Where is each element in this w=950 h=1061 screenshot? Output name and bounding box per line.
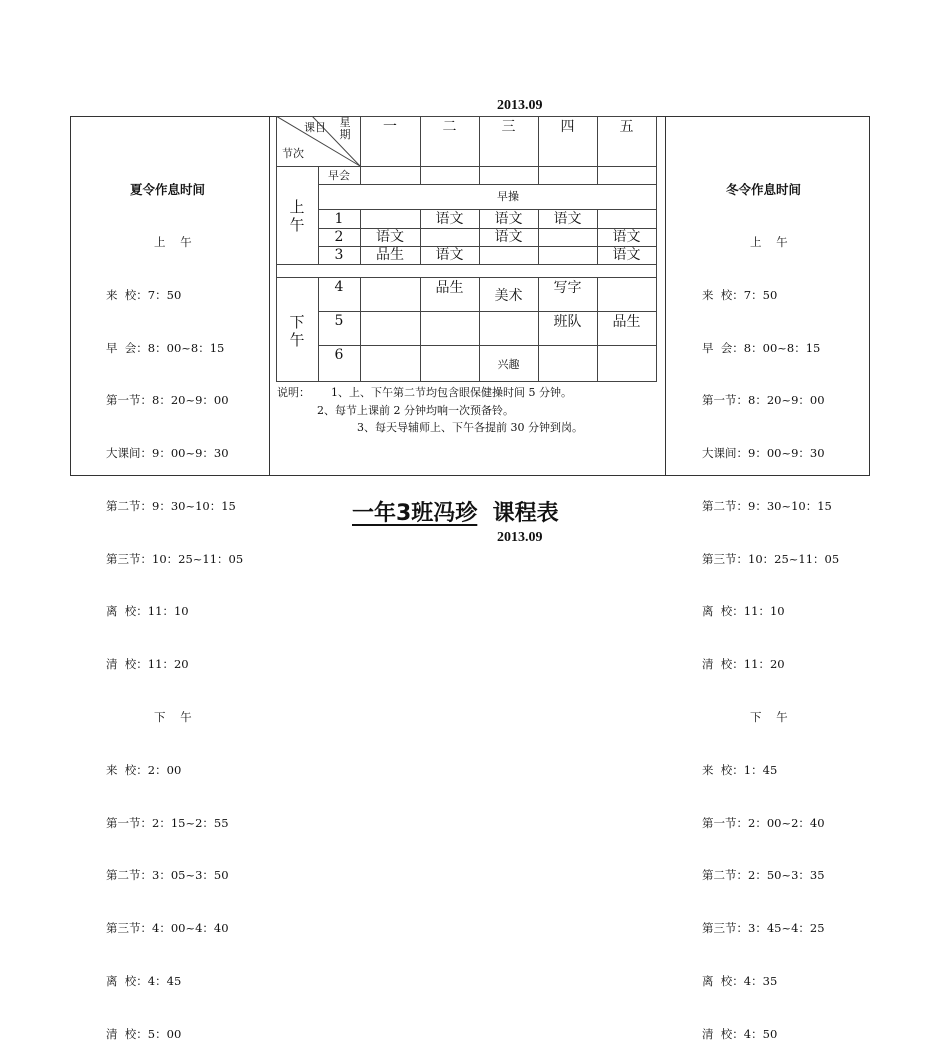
summer-morning-header: 上 午 — [154, 234, 192, 249]
page-title — [352, 496, 559, 527]
summer-line: 清 校：5：00 — [106, 1026, 182, 1041]
winter-line: 离 校：11：10 — [702, 604, 785, 619]
zaocao-label: 早操 — [497, 190, 519, 203]
right-divider — [665, 116, 666, 476]
course-cell: 品生 — [376, 247, 404, 263]
course-cell: 品生 — [612, 314, 641, 330]
course-cell: 写字 — [553, 280, 582, 296]
summer-line: 来 校：7：50 — [106, 287, 182, 302]
bottom-date: 2013.09 — [497, 530, 543, 545]
winter-line: 早 会：8：00~8：15 — [702, 340, 821, 355]
period-number: 4 — [334, 279, 344, 295]
winter-panel — [702, 146, 839, 1061]
winter-morning-header: 上 午 — [750, 234, 788, 249]
winter-line: 大课间：9：00~9：30 — [702, 446, 825, 461]
summer-line: 第二节：9：30~10：15 — [106, 498, 236, 513]
zaohui-label: 早会 — [328, 169, 350, 182]
left-divider — [269, 116, 270, 476]
summer-line: 第一节：8：20~9：00 — [106, 393, 229, 408]
period-number: 2 — [334, 229, 344, 245]
summer-panel — [106, 146, 243, 1061]
day-header: 五 — [619, 119, 634, 135]
day-header: 三 — [501, 119, 516, 135]
course-cell: 语文 — [494, 229, 523, 245]
top-date: 2013.09 — [497, 98, 543, 113]
summer-title: 夏令作息时间 — [130, 182, 206, 198]
summer-line: 来 校：2：00 — [106, 762, 182, 777]
summer-line: 离 校：4：45 — [106, 973, 182, 988]
summer-line: 早 会：8：00~8：15 — [106, 340, 225, 355]
corner-jieci: 节次 — [282, 147, 304, 160]
winter-afternoon-header: 下 午 — [750, 710, 788, 724]
summer-line: 第三节：4：00~4：40 — [106, 921, 229, 936]
winter-line: 清 校：11：20 — [702, 657, 785, 672]
course-cell: 语文 — [612, 229, 641, 245]
winter-line: 来 校：7：50 — [702, 287, 778, 302]
period-number: 5 — [334, 313, 344, 329]
winter-line: 清 校：4：50 — [702, 1026, 778, 1041]
winter-line: 来 校：1：45 — [702, 762, 778, 777]
corner-xingqi: 星期 — [339, 116, 351, 141]
corner-kemu: 课目 — [304, 121, 326, 134]
day-header: 一 — [383, 119, 397, 135]
summer-line: 离 校：11：10 — [106, 604, 189, 619]
winter-title: 冬令作息时间 — [726, 182, 802, 198]
course-cell: 语文 — [435, 247, 464, 263]
summer-afternoon-header: 下 午 — [154, 710, 192, 724]
winter-line: 第三节：10：25~11：05 — [702, 551, 840, 566]
summer-line: 第一节：2：15~2：55 — [106, 815, 229, 830]
summer-line: 清 校：11：20 — [106, 657, 189, 672]
winter-line: 第二节：2：50~3：35 — [702, 868, 825, 883]
day-header: 二 — [442, 119, 457, 135]
day-header: 四 — [560, 119, 575, 135]
morning-label: 上午 — [289, 198, 305, 234]
period-number: 3 — [334, 247, 344, 263]
winter-line: 第一节：8：20~9：00 — [702, 393, 825, 408]
note-line-1: 说明： 1、上、下午第二节均包含眼保健操时间 5 分钟。 — [277, 386, 572, 399]
period-number: 1 — [334, 211, 344, 227]
winter-line: 离 校：4：35 — [702, 973, 778, 988]
course-cell: 班队 — [553, 314, 582, 330]
winter-line: 第二节：9：30~10：15 — [702, 498, 832, 513]
course-cell: 美术 — [494, 288, 523, 304]
winter-line: 第三节：3：45~4：25 — [702, 921, 825, 936]
course-cell: 语文 — [494, 211, 523, 227]
course-cell: 品生 — [435, 280, 464, 296]
summer-line: 第二节：3：05~3：50 — [106, 868, 229, 883]
winter-line: 第一节：2：00~2：40 — [702, 815, 825, 830]
class-teacher-name: 一年3班冯珍 — [352, 501, 478, 526]
course-cell: 兴趣 — [497, 358, 520, 371]
title-rest: 课程表 — [492, 501, 559, 526]
course-cell: 语文 — [553, 211, 582, 227]
afternoon-label: 下午 — [289, 313, 305, 349]
period-number: 6 — [334, 347, 344, 363]
course-cell: 语文 — [435, 211, 464, 227]
course-cell: 语文 — [376, 229, 404, 245]
summer-line: 大课间：9：00~9：30 — [106, 446, 229, 461]
note-line-3: 3、每天导辅师上、下午各提前 30 分钟到岗。 — [357, 421, 583, 434]
note-line-2: 2、每节上课前 2 分钟均响一次预备铃。 — [317, 404, 514, 417]
summer-line: 第三节：10：25~11：05 — [106, 551, 244, 566]
course-cell: 语文 — [612, 247, 641, 263]
